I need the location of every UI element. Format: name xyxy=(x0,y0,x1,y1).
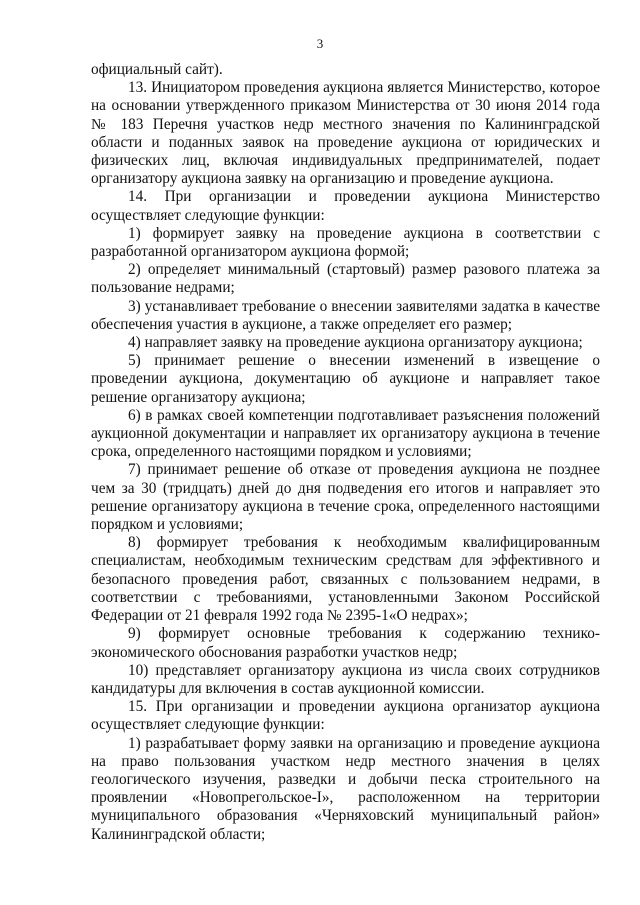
paragraph-13: 13. Инициатором проведения аукциона является Министерство, которое на основании утвержденного приказом Министерства от 30 июня 2014 года № 183 Перечня участков недр местного значения по Калининградской области и поданных заявок на проведение аукциона от юридических и физических лиц, включая индивидуальных предпринимателей, подает организатору аукциона заявку на организацию и проведение аукциона. xyxy=(91,79,600,188)
paragraph-14-item-6: 6) в рамках своей компетенции подготавливает разъяснения положений аукционной документации и направляет их организатору аукциона в течение срока, определенного настоящими порядком и условиями; xyxy=(91,406,600,461)
paragraph-14-item-9: 9) формирует основные требования к содержанию технико-экономического обоснования разработки участков недр; xyxy=(91,625,600,661)
paragraph-14-item-3: 3) устанавливает требование о внесении заявителями задатка в качестве обеспечения участия в аукционе, а также определяет его размер; xyxy=(91,297,600,333)
paragraph-14-item-10: 10) представляет организатору аукциона из числа своих сотрудников кандидатуры для включения в состав аукционной комиссии. xyxy=(91,661,600,697)
paragraph-14-item-2: 2) определяет минимальный (стартовый) размер разового платежа за пользование недрами; xyxy=(91,261,600,297)
document-body xyxy=(91,61,600,844)
paragraph-14-item-7: 7) принимает решение об отказе от проведения аукциона не позднее чем за 30 (тридцать) дней до дня подведения его итогов и направляет это решение организатору аукциона в течение срока, определенного настоящими порядком и условиями; xyxy=(91,461,600,534)
paragraph-14-item-1: 1) формирует заявку на проведение аукциона в соответствии с разработанной организатором аукциона формой; xyxy=(91,224,600,261)
paragraph-15: 15. При организации и проведении аукциона организатор аукциона осуществляет следующие функции: xyxy=(91,698,600,734)
paragraph-14-item-5: 5) принимает решение о внесении изменений в извещение о проведении аукциона, документацию об аукционе и направляет такое решение организатору аукциона; xyxy=(91,352,600,406)
paragraph-14: 14. При организации и проведении аукциона Министерство осуществляет следующие функции: xyxy=(91,188,600,224)
paragraph-14-item-8: 8) формирует требования к необходимым квалифицированным специалистам, необходимым техническим средствам для эффективного и безопасного проведения работ, связанных с пользованием недрами, в соответствии с требованиями, установленными Законом Российской Федерации от 21 февраля 1992 года № 2395-1«О недрах»; xyxy=(91,534,600,625)
page-number: 3 xyxy=(316,36,324,51)
paragraph-continuation: официальный сайт). xyxy=(91,61,223,78)
paragraph-14-item-4: 4) направляет заявку на проведение аукциона организатору аукциона; xyxy=(128,334,583,352)
paragraph-15-item-1: 1) разрабатывает форму заявки на организацию и проведение аукциона на право пользования участком недр местного значения в целях геологического изучения, разведки и добычи песка строительного на проявлении «Новопрегольское-I», расположенном на территории муниципального образования «Черняховский муниципальный район» Калининградской области; xyxy=(91,734,600,843)
